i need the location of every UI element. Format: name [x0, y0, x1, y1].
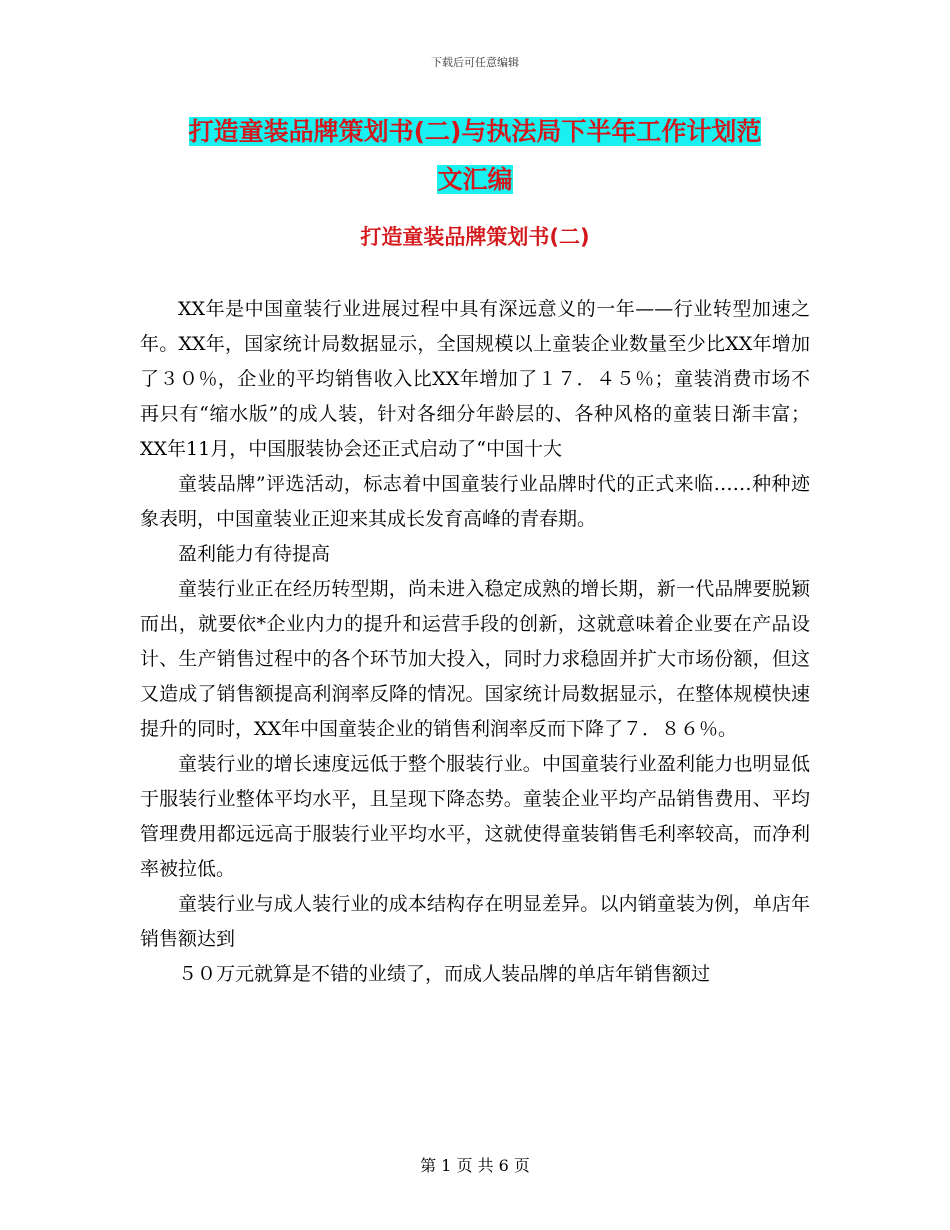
paragraph: 童装行业正在经历转型期，尚未进入稳定成熟的增长期，新一代品牌要脱颖而出，就要依*企业内力的提升和运营手段的创新，这就意味着企业要在产品设计、生产销售过程中的各个环节加大投入，同时力求稳固并扩大市场份额，但这又造成了销售额提高利润率反降的情况。国家统计局数据显示，在整体规模快速提升的同时，XX年中国童装企业的销售利润率反而下降了７．８６％。	[140, 578, 810, 740]
subheading: 盈利能力有待提高	[178, 543, 331, 565]
document-body	[140, 292, 810, 992]
document-title	[140, 108, 810, 204]
paragraph: 童装行业的增长速度远低于整个服装行业。中国童装行业盈利能力也明显低于服装行业整体平均水平，且呈现下降态势。童装企业平均产品销售费用、平均管理费用都远远高于服装行业平均水平，这就使得童装销售毛利率较高，而净利率被拉低。	[140, 753, 810, 880]
paragraph: 童装行业与成人装行业的成本结构存在明显差异。以内销童装为例，单店年销售额达到	[140, 893, 810, 950]
paragraph: 童装品牌”评选活动，标志着中国童装行业品牌时代的正式来临……种种迹象表明，中国童装业正迎来其成长发育高峰的青春期。	[140, 473, 810, 530]
document-title-line-2: 文汇编	[437, 165, 513, 194]
page-header-note: 下载后可任意编辑	[431, 56, 519, 69]
document-title-line-1: 打造童装品牌策划书(二)与执法局下半年工作计划范	[188, 117, 762, 146]
paragraph: ５０万元就算是不错的业绩了，而成人装品牌的单店年销售额过	[178, 963, 711, 985]
section-title: 打造童装品牌策划书(二)	[360, 225, 590, 249]
page-number: 第 1 页 共 6 页	[420, 1156, 530, 1175]
paragraph: XX年是中国童装行业进展过程中具有深远意义的一年——行业转型加速之年。XX年，国家统计局数据显示，全国规模以上童装企业数量至少比XX年增加了３０％，企业的平均销售收入比XX年增加了１７．４５％；童装消费市场不再只有“缩水版”的成人装，针对各细分年龄层的、各种风格的童装日渐丰富；XX年11月，中国服装协会还正式启动了“中国十大	[140, 298, 810, 460]
